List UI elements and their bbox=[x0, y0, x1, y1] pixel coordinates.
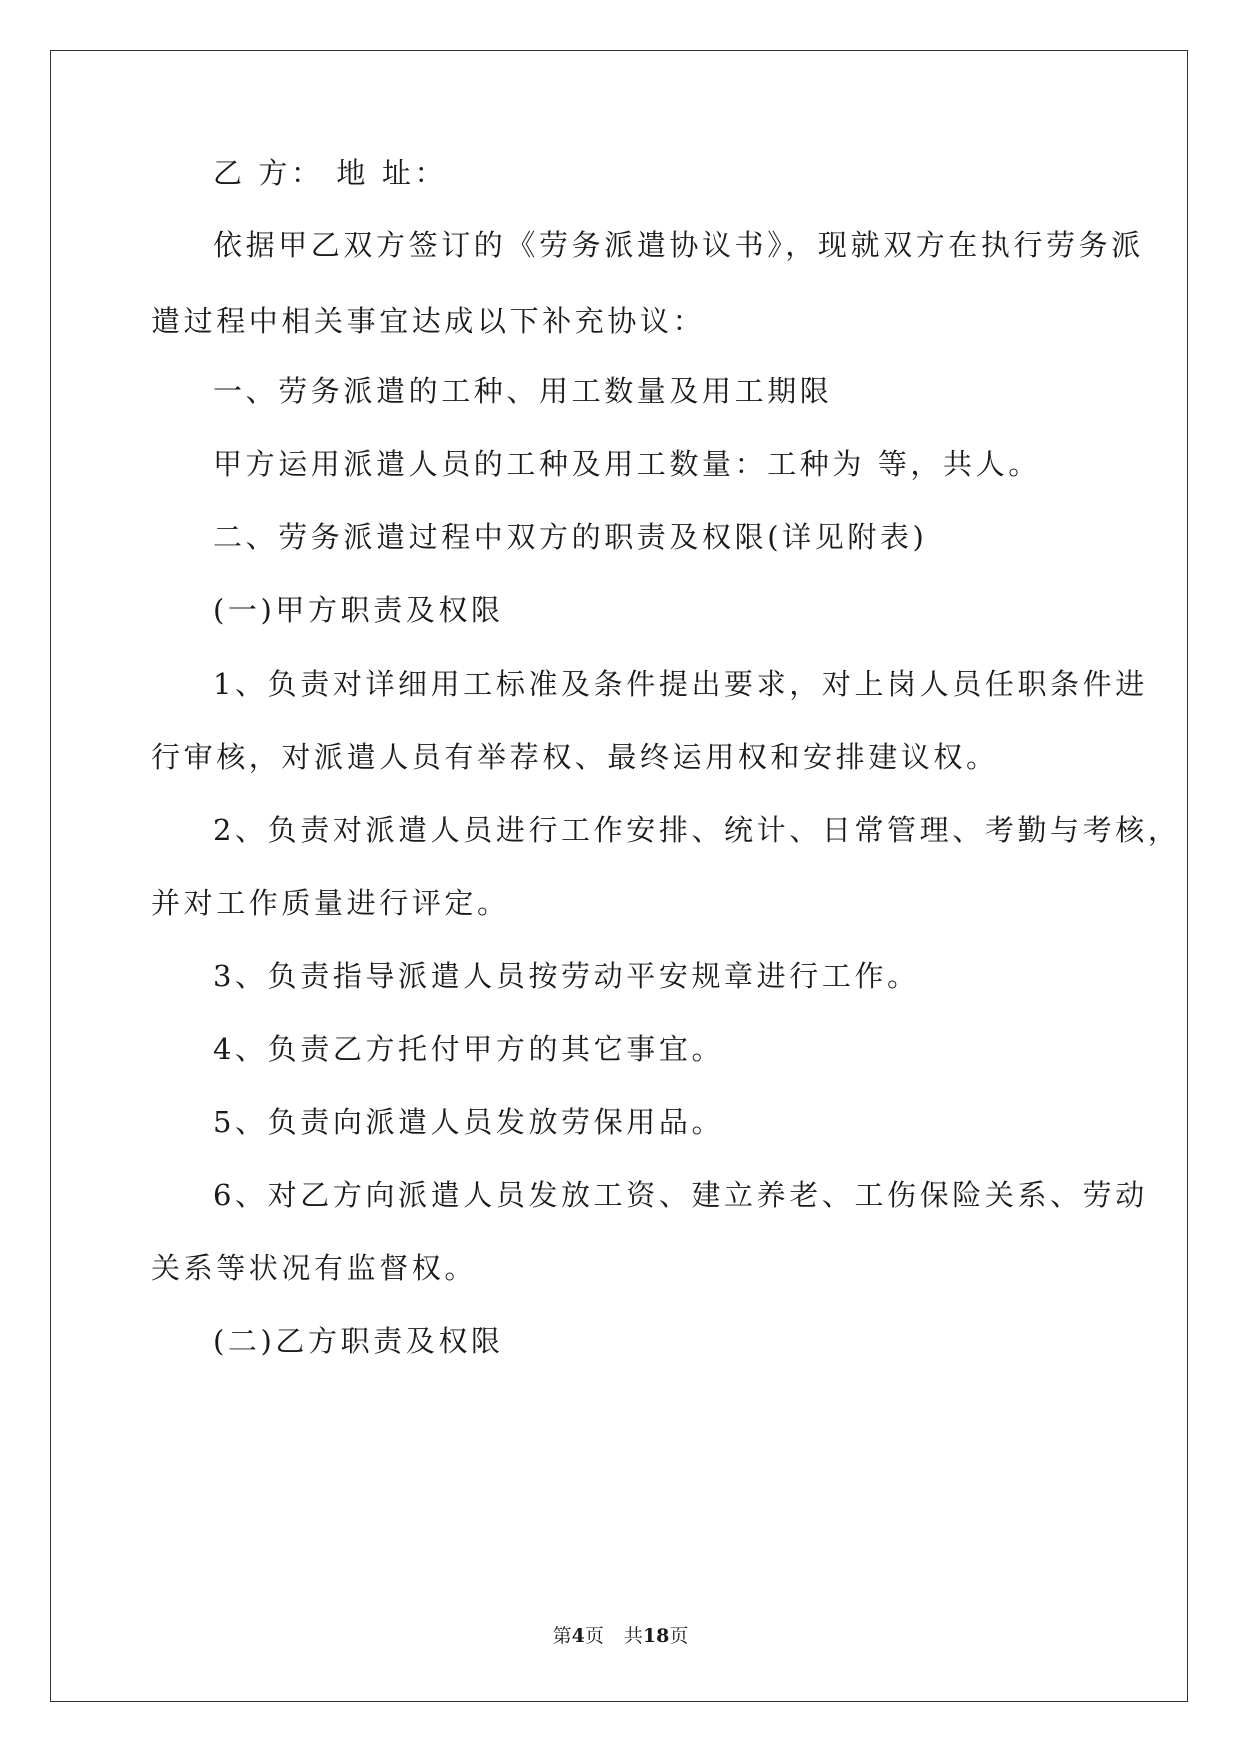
footer-page-suffix: 页 bbox=[584, 1625, 604, 1647]
footer-total-prefix: 共 bbox=[623, 1625, 643, 1647]
section-heading-2: 二、劳务派遣过程中双方的职责及权限(详见附表) bbox=[213, 520, 928, 554]
subsection-heading-party-a: (一)甲方职责及权限 bbox=[213, 593, 504, 627]
clause-6-line-1: 6、对乙方向派遣人员发放工资、建立养老、工伤保险关系、劳动 bbox=[213, 1178, 1148, 1212]
section-1-content: 甲方运用派遣人员的工种及用工数量：工种为 等，共人。 bbox=[213, 447, 1041, 481]
footer-prefix: 第 bbox=[552, 1625, 572, 1647]
clause-1-line-1: 1、负责对详细用工标准及条件提出要求，对上岗人员任职条件进 bbox=[213, 667, 1148, 701]
clause-1-line-2: 行审核，对派遣人员有举荐权、最终运用权和安排建议权。 bbox=[151, 740, 999, 774]
total-pages-number: 18 bbox=[642, 1625, 670, 1647]
section-heading-1: 一、劳务派遣的工种、用工数量及用工期限 bbox=[213, 374, 833, 408]
intro-paragraph-line-2: 遣过程中相关事宜达成以下补充协议： bbox=[151, 304, 706, 338]
page-footer bbox=[0, 1624, 1241, 1648]
party-b-address-line: 乙 方： 地 址： bbox=[213, 156, 448, 190]
intro-paragraph-line-1: 依据甲乙双方签订的《劳务派遣协议书》，现就双方在执行劳务派 bbox=[213, 228, 1144, 262]
clause-5: 5、负责向派遣人员发放劳保用品。 bbox=[213, 1105, 725, 1139]
clause-4: 4、负责乙方托付甲方的其它事宜。 bbox=[213, 1032, 725, 1066]
clause-6-line-2: 关系等状况有监督权。 bbox=[151, 1251, 478, 1285]
clause-2-line-1: 2、负责对派遣人员进行工作安排、统计、日常管理、考勤与考核， bbox=[213, 813, 1181, 847]
footer-total-suffix: 页 bbox=[669, 1625, 689, 1647]
clause-2-line-2: 并对工作质量进行评定。 bbox=[151, 886, 510, 920]
clause-3: 3、负责指导派遣人员按劳动平安规章进行工作。 bbox=[213, 959, 920, 993]
current-page-number: 4 bbox=[571, 1625, 585, 1647]
subsection-heading-party-b: (二)乙方职责及权限 bbox=[213, 1324, 504, 1358]
page-border bbox=[50, 50, 1188, 1702]
